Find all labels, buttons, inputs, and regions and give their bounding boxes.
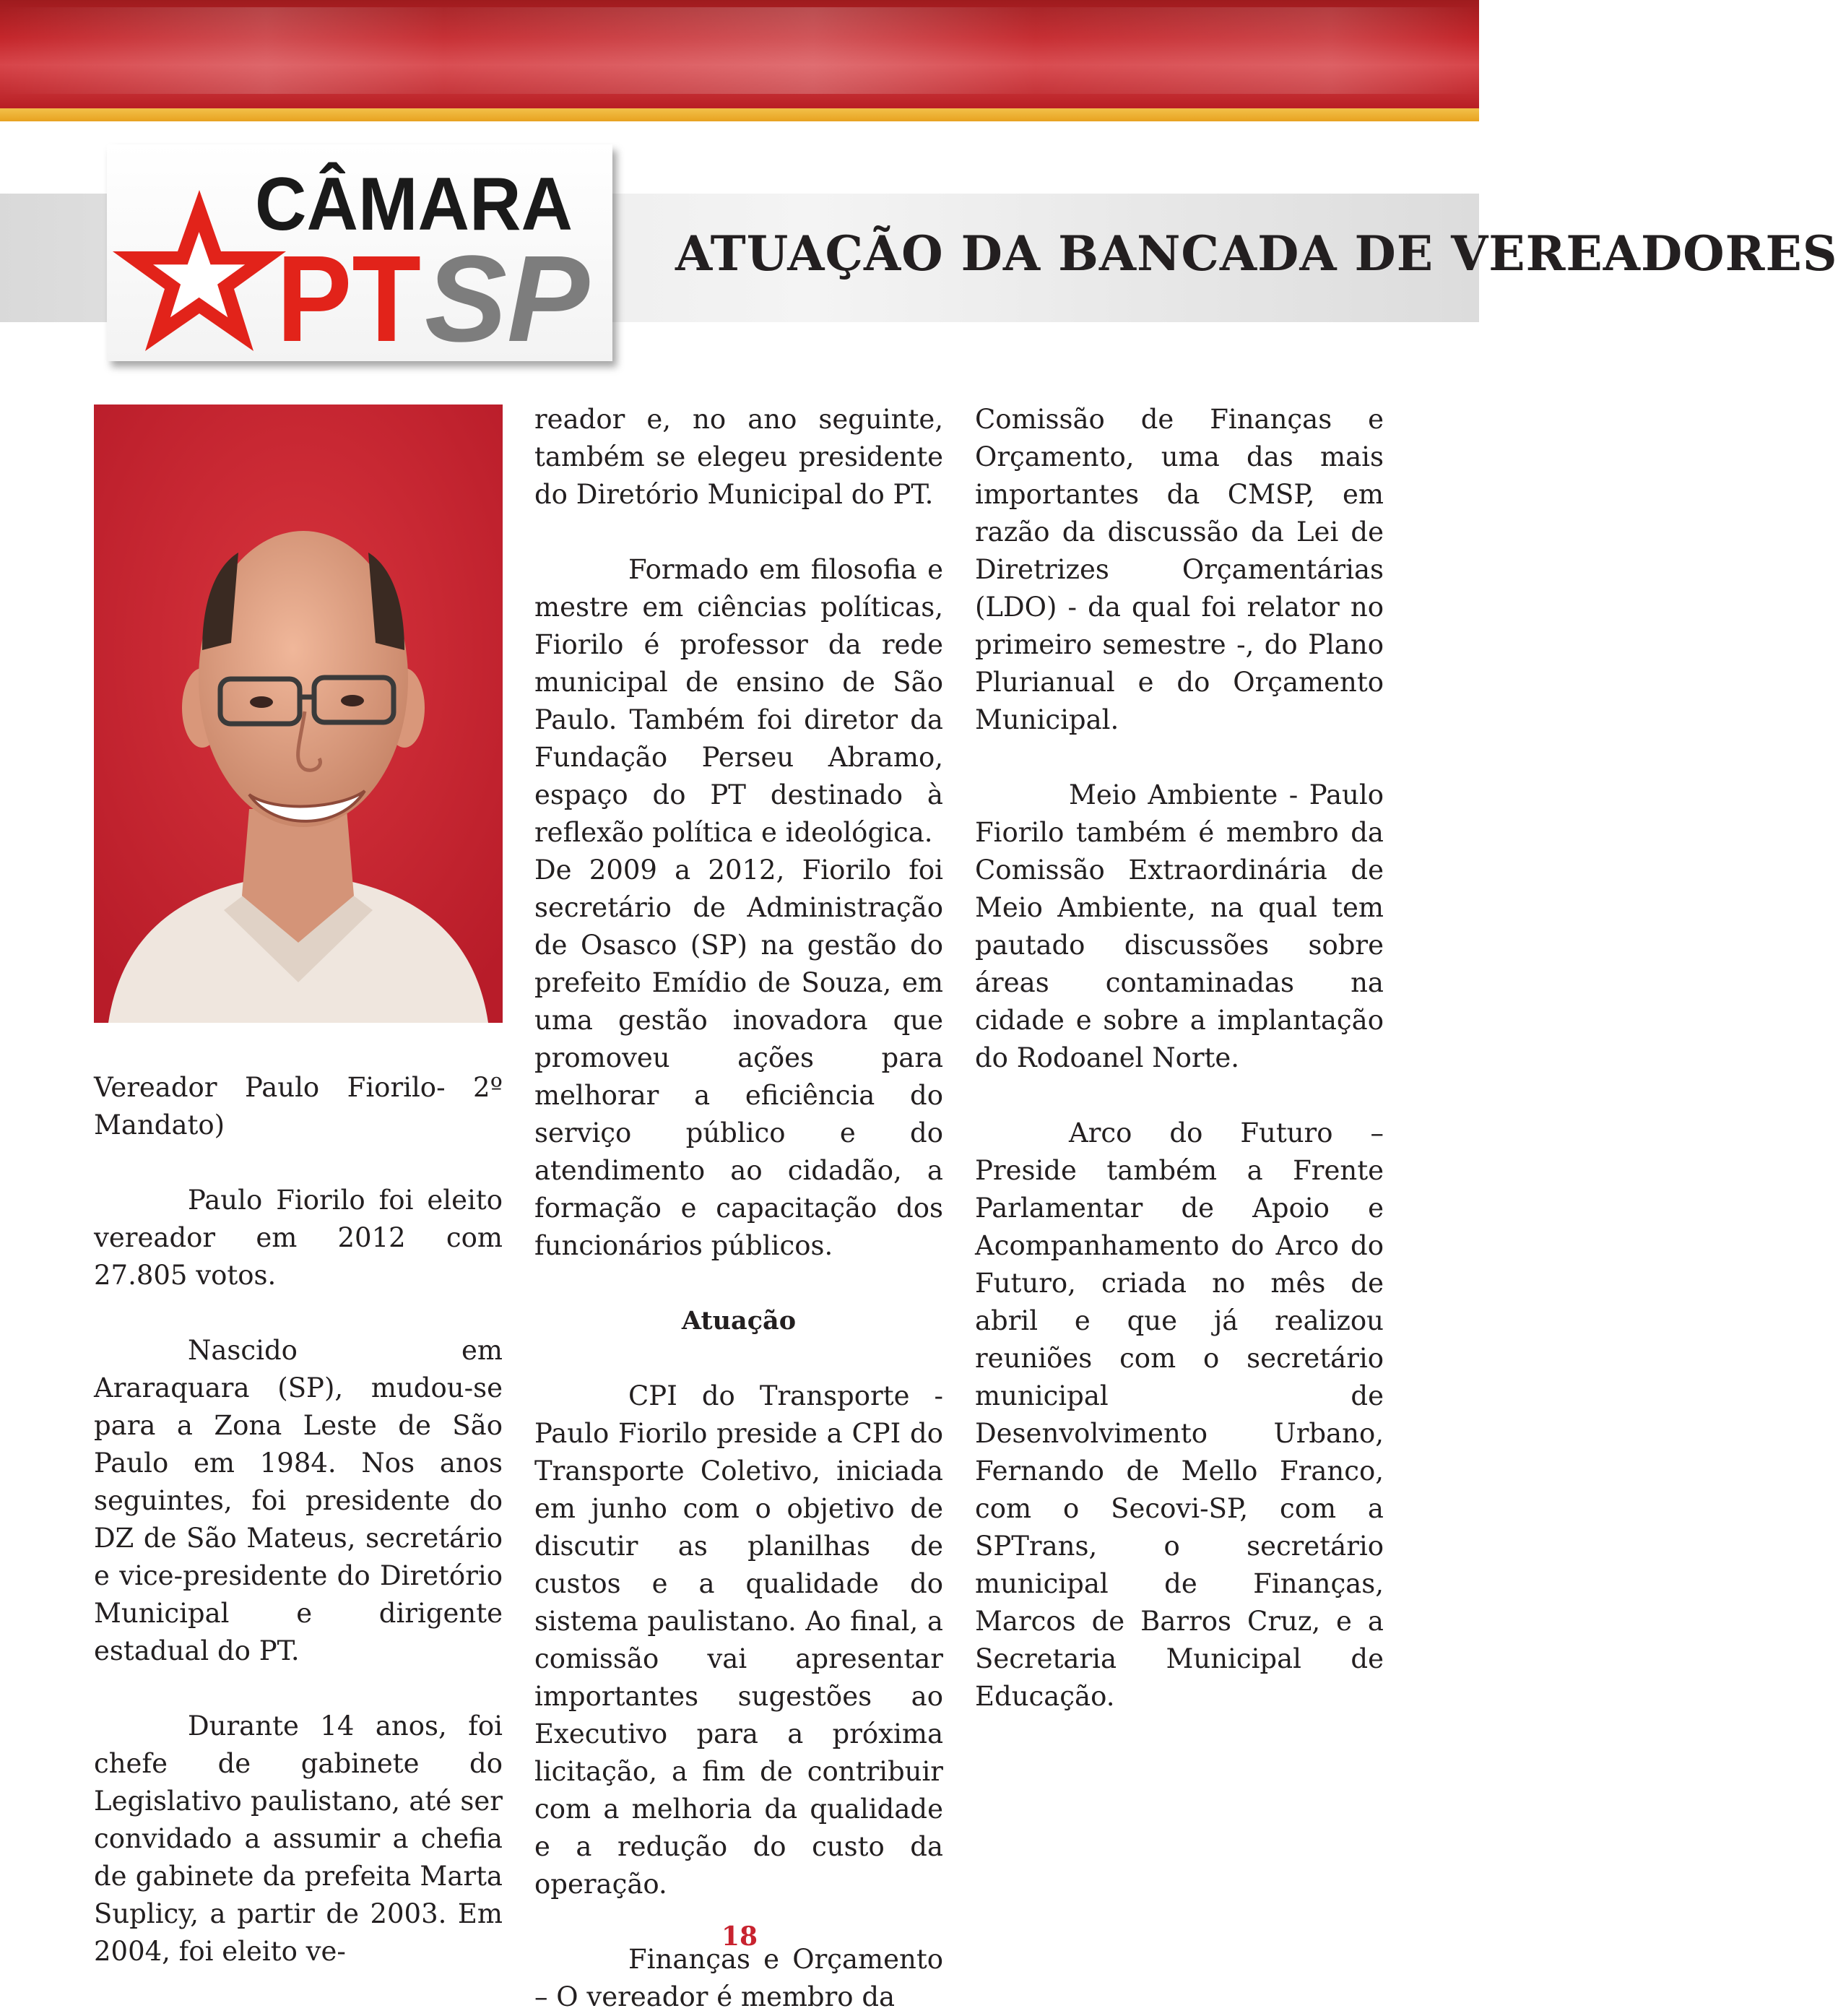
subheading-atuacao: Atuação [681, 1306, 797, 1336]
column-2 [534, 401, 943, 2016]
portrait-illustration [94, 405, 503, 1023]
paragraph: Finanças e Orçamento – O vereador é membro da [534, 1944, 943, 2012]
logo-camara-text: CÂMARA [255, 163, 573, 246]
header-red-band [0, 0, 1479, 108]
paragraph: Durante 14 anos, foi chefe de gabinete do Legislativo paulistano, até ser convidado a assumir a chefia de gabinete da prefeita Marta Suplicy, a partir de 2003. Em 2004, foi eleito ve- [94, 1710, 503, 1967]
paragraph: Nascido em Araraquara (SP), mudou-se para a Zona Leste de São Paulo em 1984. Nos anos seguintes, foi presidente do DZ de São Mateus, secretário e vice-presidente do Diretório Municipal e dirigente estadual do PT. [94, 1335, 503, 1666]
paragraph-continuation: reador e, no ano seguinte, também se elegeu presidente do Diretório Municipal do PT. [534, 404, 943, 510]
column-3 [975, 401, 1384, 1716]
paragraph: De 2009 a 2012, Fiorilo foi secretário de Administração de Osasco (SP) na gestão do prefeito Emídio de Souza, em uma gestão inovadora que promoveu ações para melhorar a eficiência do serviço público e do atendimento ao cidadão, a formação e capacitação dos funcionários públicos. [534, 855, 943, 1261]
portrait-photo [94, 405, 503, 1023]
logo-sp-text: SP [425, 230, 590, 368]
paragraph: Formado em filosofia e mestre em ciências políticas, Fiorilo é professor da rede municipal de ensino de São Paulo. Também foi diretor da Fundação Perseu Abramo, espaço do PT destinado à reflexão política e ideológica. [534, 554, 943, 848]
logo-pt-text: PT [277, 230, 421, 368]
paragraph: Meio Ambiente - Paulo Fiorilo também é membro da Comissão Extraordinária de Meio Ambiente, na qual tem pautado discussões sobre áreas contaminadas na cidade e sobre a implantação do Rodoanel Norte. [975, 779, 1384, 1073]
paragraph: Comissão de Finanças e Orçamento, uma das mais importantes da CMSP, em razão da discussão da Lei de Diretrizes Orçamentárias (LDO) - da qual foi relator no primeiro semestre -, do Plano Plurianual e do Orçamento Municipal. [975, 404, 1384, 735]
paragraph: Paulo Fiorilo foi eleito vereador em 2012 com 27.805 votos. [94, 1185, 503, 1291]
page-number: 18 [721, 1921, 758, 1952]
logo-graphic [107, 144, 612, 368]
paragraph: CPI do Transporte - Paulo Fiorilo preside a CPI do Transporte Coletivo, iniciada em junho com o objetivo de discutir as planilhas de custos e a qualidade do sistema paulistano. Ao final, a comissão vai apresentar importantes sugestões ao Executivo para a próxima licitação, a fim de contribuir com a melhoria da qualidade e a redução do custo da operação. [534, 1380, 943, 1900]
camara-pt-sp-logo [107, 144, 612, 368]
column-1 [94, 1069, 503, 1970]
header-gold-stripe [0, 108, 1479, 121]
photo-caption: Vereador Paulo Fiorilo- 2º Mandato) [94, 1072, 503, 1141]
header-band-highlight [0, 7, 1479, 94]
paragraph: Arco do Futuro – Preside também a Frente Parlamentar de Apoio e Acompanhamento do Arco do Futuro, criada no mês de abril e que já realizou reuniões com o secretário municipal de Desenvolvimento Urbano, Fernando de Mello Franco, com o Secovi-SP, com a SPTrans, o secretário municipal de Finanças, Marcos de Barros Cruz, e a Secretaria Municipal de Educação. [975, 1117, 1384, 1712]
section-title: ATUAÇÃO DA BANCADA DE VEREADORES [675, 225, 1838, 282]
